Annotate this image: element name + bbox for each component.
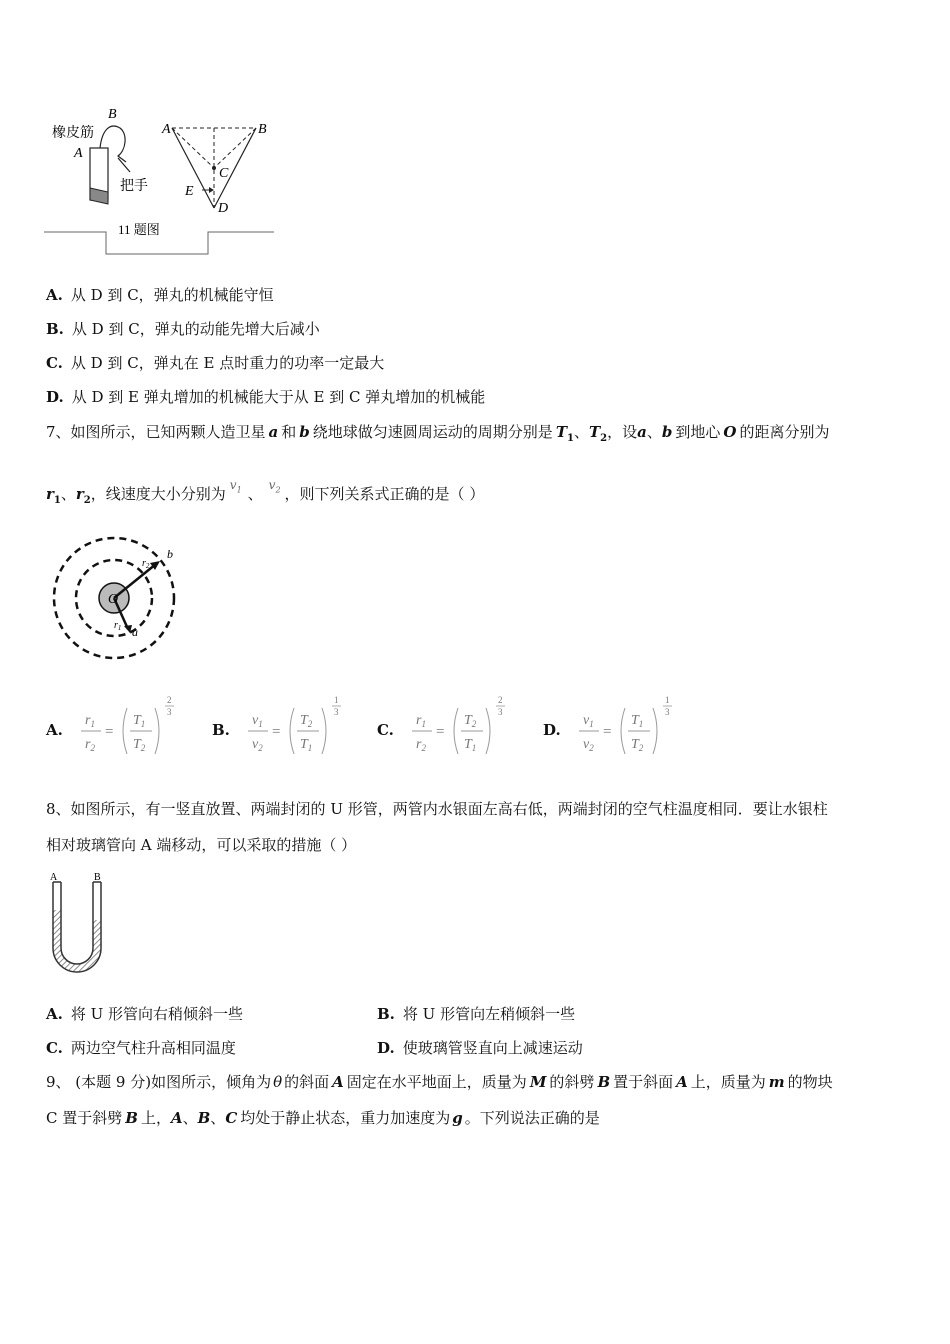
var-B: B <box>597 1073 611 1091</box>
q7-text: 和 <box>281 423 297 441</box>
option-letter: D. <box>543 721 561 739</box>
lhs-num: $v_1$ <box>251 713 263 729</box>
q7-text: 绕地球做匀速圆周运动的周期分别是 <box>312 423 553 441</box>
label-b2: B <box>258 122 267 137</box>
paren-left <box>621 708 625 754</box>
exp-num: 2 <box>166 695 172 705</box>
paren-right <box>486 708 490 754</box>
q9-text: 置于斜面 <box>613 1073 674 1091</box>
option-letter: A. <box>46 1005 63 1023</box>
var-b: b <box>661 423 673 441</box>
var-v2: v2 <box>268 478 281 495</box>
var-t2: T <box>588 423 601 441</box>
label-e: E <box>185 184 194 199</box>
q8-option-d[interactable] <box>377 1038 583 1058</box>
point-c <box>212 166 216 170</box>
option-text: 两边空气柱升高相同温度 <box>70 1039 236 1057</box>
q9-text: 的斜劈 <box>549 1073 595 1091</box>
sep: 、 <box>573 423 589 441</box>
lhs-num: $r_1$ <box>84 713 95 729</box>
option-letter: A. <box>46 286 63 304</box>
dashed-ac <box>172 128 214 168</box>
var-m: m <box>768 1073 785 1091</box>
sep: 、 <box>210 1109 226 1127</box>
figure-7-orbits <box>50 532 182 664</box>
q9-text: 的斜面 <box>284 1073 330 1091</box>
dashed-bc <box>214 128 256 168</box>
q6-option-b[interactable] <box>46 319 320 339</box>
equals-sign: = <box>602 724 612 740</box>
arrow-e-head <box>209 187 214 193</box>
q9-text: 。下列说法正确的是 <box>464 1109 600 1127</box>
q6-option-d[interactable] <box>46 387 485 407</box>
q9-stem-line2 <box>46 1108 600 1128</box>
option-letter: C. <box>377 721 394 739</box>
option-letter: B. <box>212 721 230 739</box>
q9-text: C 置于斜劈 <box>46 1109 123 1127</box>
option-letter: C. <box>46 354 63 372</box>
var-theta: θ <box>273 1073 283 1091</box>
label-r2: $r_2$ <box>142 558 150 570</box>
var-C: C <box>225 1109 238 1127</box>
q7-text: 到地心 <box>675 423 721 441</box>
label-handle: 把手 <box>120 179 148 194</box>
label-a: a <box>132 625 138 639</box>
paren-right <box>653 708 657 754</box>
lhs-num: $r_1$ <box>415 713 426 729</box>
sep: 、 <box>182 1109 198 1127</box>
var-B: B <box>197 1109 211 1127</box>
mercury <box>53 910 101 972</box>
q7-text: 的距离分别为 <box>739 423 830 441</box>
var-g: g <box>452 1109 463 1127</box>
sep: 、 <box>247 485 263 503</box>
radius-r2 <box>114 564 156 598</box>
q6-option-a[interactable] <box>46 285 274 305</box>
q7-stem-line1 <box>46 422 829 449</box>
sep: 、 <box>646 423 662 441</box>
q8-option-a[interactable] <box>46 1004 243 1024</box>
option-text: 将 U 形管向左稍倾斜一些 <box>402 1005 576 1023</box>
label-o: O <box>108 592 119 607</box>
label-rubber-band: 橡皮筋 <box>52 126 94 141</box>
label-r1: $r_1$ <box>114 620 122 632</box>
q8-option-b[interactable] <box>377 1004 575 1024</box>
var-v1: v1 <box>229 478 242 495</box>
sub: 2 <box>600 433 608 444</box>
q6-option-c[interactable] <box>46 353 384 373</box>
label-b1: B <box>108 107 117 122</box>
lhs-den: $r_2$ <box>84 737 95 753</box>
rubber-band <box>100 126 126 162</box>
option-letter: D. <box>46 388 64 406</box>
var-a: a <box>268 423 279 441</box>
var-M: M <box>529 1073 547 1091</box>
option-formula <box>244 694 362 756</box>
rhs-den: $T_1$ <box>463 737 477 753</box>
option-letter: B. <box>46 320 64 338</box>
sep: 、 <box>60 485 76 503</box>
exp-num: 1 <box>333 695 339 705</box>
equals-sign: = <box>435 724 445 740</box>
figure-11-caption: 11 题图 <box>118 222 160 237</box>
q9-text: 均处于静止状态，重力加速度为 <box>240 1109 451 1127</box>
label-d: D <box>218 201 229 216</box>
label-c: C <box>219 166 229 181</box>
var-A: A <box>332 1073 344 1091</box>
option-letter: C. <box>46 1039 63 1057</box>
label-b-end: B <box>94 872 101 883</box>
option-letter: B. <box>377 1005 395 1023</box>
q7-text: 7、如图所示，已知两颗人造卫星 <box>46 423 266 441</box>
figure-8-u-tube <box>44 870 110 976</box>
paren-left <box>290 708 294 754</box>
label-a2: A <box>162 122 171 137</box>
exp-den: 3 <box>333 707 339 717</box>
q7-option-c[interactable] <box>377 694 526 756</box>
var-t1: T <box>555 423 567 441</box>
paren-right <box>155 708 159 754</box>
slingshot-grip <box>90 188 108 204</box>
tube-inner <box>61 882 93 964</box>
q9-text: 9、 (本题 9 分)如图所示，倾角为 <box>46 1073 272 1091</box>
exp-den: 3 <box>166 707 172 717</box>
q7-option-b[interactable] <box>212 694 362 756</box>
var-A: A <box>676 1073 688 1091</box>
option-letter: D. <box>377 1039 395 1057</box>
option-formula <box>575 694 693 756</box>
q9-stem-line1 <box>46 1072 833 1092</box>
option-text: 从 D 到 C，弹丸的动能先增大后减小 <box>71 320 320 338</box>
sub: 1 <box>53 495 61 506</box>
q9-text: 的物块 <box>787 1073 833 1091</box>
q8-stem-line2: 相对玻璃管向 A 端移动，可以采取的措施（ ） <box>46 836 357 854</box>
rhs-num: $T_1$ <box>132 713 146 729</box>
var-a: a <box>637 423 647 441</box>
q7-option-d[interactable] <box>543 694 693 756</box>
label-b: b <box>167 547 173 561</box>
sub: 1 <box>566 433 574 444</box>
paren-left <box>454 708 458 754</box>
q7-text: ，设 <box>607 423 638 441</box>
option-text: 使玻璃管竖直向上减速运动 <box>402 1039 583 1057</box>
lhs-den: $v_2$ <box>251 737 263 753</box>
var-o: O <box>723 423 737 441</box>
exp-den: 3 <box>497 707 503 717</box>
figure-11-slingshot <box>44 100 276 258</box>
sub: 2 <box>83 495 91 506</box>
lhs-den: $v_2$ <box>582 737 594 753</box>
q8-stem-line1: 8、如图所示，有一竖直放置、两端封闭的 U 形管，两管内水银面左高右低，两端封闭的空气柱温度相同．要让水银柱 <box>46 800 828 818</box>
paren-left <box>123 708 127 754</box>
q7-text: ，则下列关系式正确的是（ ） <box>284 485 485 503</box>
q9-text: 固定在水平地面上，质量为 <box>346 1073 527 1091</box>
q9-text: 上， <box>140 1109 171 1127</box>
q7-text: ，线速度大小分别为 <box>90 485 226 503</box>
var-B: B <box>125 1109 138 1127</box>
option-formula <box>408 694 526 756</box>
label-a1: A <box>74 146 83 161</box>
lhs-den: $r_2$ <box>415 737 426 753</box>
rhs-den: $T_1$ <box>299 737 313 753</box>
rhs-den: $T_2$ <box>132 737 146 753</box>
option-text: 从 D 到 C，弹丸的机械能守恒 <box>70 286 274 304</box>
q7-option-a[interactable] <box>46 694 195 756</box>
paren-right <box>322 708 326 754</box>
var-A: A <box>170 1109 183 1127</box>
q8-option-c[interactable] <box>46 1038 236 1058</box>
exp-den: 3 <box>664 707 670 717</box>
option-text: 从 D 到 C，弹丸在 E 点时重力的功率一定最大 <box>70 354 385 372</box>
equals-sign: = <box>104 724 114 740</box>
option-text: 从 D 到 E 弹丸增加的机械能大于从 E 到 C 弹丸增加的机械能 <box>71 388 486 406</box>
q7-stem-line2 <box>46 478 485 511</box>
exp-num: 2 <box>497 695 503 705</box>
equals-sign: = <box>271 724 281 740</box>
option-formula <box>77 694 195 756</box>
var-r2: r <box>75 485 84 503</box>
q9-text: 上，质量为 <box>690 1073 766 1091</box>
option-text: 将 U 形管向右稍倾斜一些 <box>70 1005 244 1023</box>
rhs-den: $T_2$ <box>630 737 643 753</box>
var-r1: r <box>46 485 54 503</box>
var-b: b <box>299 423 310 441</box>
rhs-num: $T_2$ <box>463 713 477 729</box>
label-a-end: A <box>50 872 58 883</box>
rhs-num: $T_2$ <box>299 713 313 729</box>
rhs-num: $T_1$ <box>630 713 643 729</box>
option-letter: A. <box>46 721 63 739</box>
exp-num: 1 <box>664 695 670 705</box>
lhs-num: $v_1$ <box>582 713 594 729</box>
